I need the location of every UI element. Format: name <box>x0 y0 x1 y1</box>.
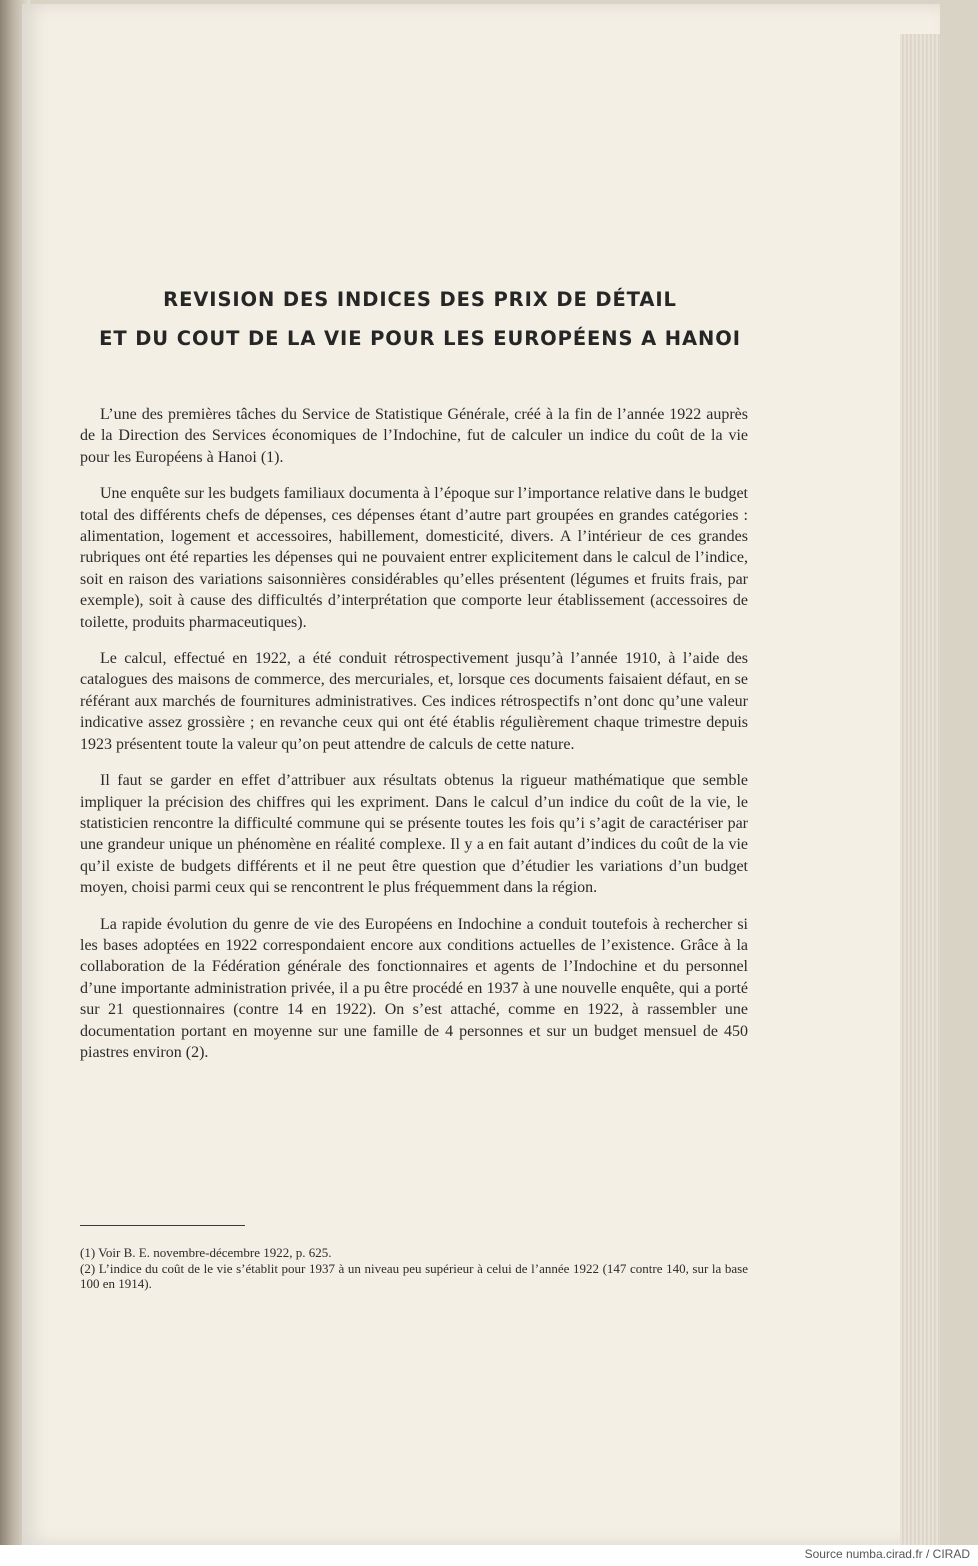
article-title-line-2: ET DU COUT DE LA VIE POUR LES EUROPÉENS A HANOI <box>99 327 741 350</box>
source-credit: Source numba.cirad.fr / CIRAD <box>804 1547 970 1561</box>
article-title-line-1: REVISION DES INDICES DES PRIX DE DÉTAIL <box>163 288 677 311</box>
footnotes <box>80 1245 748 1292</box>
paragraph: Le calcul, effectué en 1922, a été conduit rétrospectivement jusqu’à l’année 1910, à l’aide des catalogues des maisons de commerce, des mercuriales, et, lorsque ces documents faisaient défaut, en se référant aux marchés de fournitures administratives. Ces indices rétrospectifs n’ont donc qu’une valeur indicative assez grossière ; en revanche ceux qui ont été établis régulièrement chaque trimestre depuis 1923 présentent toute la valeur qu’on peut attendre de calculs de cette nature. <box>80 650 748 753</box>
footnote-separator <box>80 1225 245 1226</box>
page-edges <box>900 34 940 1545</box>
paragraph: Il faut se garder en effet d’attribuer aux résultats obtenus la rigueur mathématique que semble impliquer la précision des chiffres qui les expriment. Dans le calcul d’un indice du coût de la vie, le statisticien rencontre la difficulté commune qui se présente toutes les fois qu’i s’agit de caractériser par une grandeur unique un phénomène en réalité complexe. Il y a en fait autant d’indices du coût de la vie qu’il existe de budgets différents et il ne peut être question que d’étudier les variations d’un budget moyen, choisi parmi ceux qui se rencontrent le plus fréquemment dans la région. <box>80 772 748 897</box>
paragraph: L’une des premières tâches du Service de Statistique Générale, créé à la fin de l’année 1922 auprès de la Direction des Services économiques de l’Indochine, fut de calculer un indice du coût de la vie pour les Européens à Hanoi (1). <box>80 406 748 466</box>
article-body <box>80 404 748 1078</box>
paragraph: Une enquête sur les budgets familiaux documenta à l’époque sur l’importance relative dans le budget total des différents chefs de dépenses, ces dépenses étant d’autre part groupées en grandes catégories : alimentation, logement et accessoires, habillement, domesticité, divers. A l’intérieur de ces grandes rubriques ont été reparties les dépenses qui ne pouvaient entrer explicitement dans le calcul de l’indice, soit en raison des variations saisonnières considérables qu’elles présentent (légumes et fruits frais, par exemple), soit à cause des difficultés d’interprétation que comporte leur établissement (accessoires de toilette, produits pharmaceutiques). <box>80 485 748 631</box>
paragraph: La rapide évolution du genre de vie des Européens en Indochine a conduit toutefois à rechercher si les bases adoptées en 1922 correspondaient encore aux conditions actuelles de l’existence. Grâce à la collaboration de la Fédération générale des fonctionnaires et agents de l’Indochine et du personnel d’une importante administration privée, il a pu être procédé en 1937 à une nouvelle enquête, qui a porté sur 21 questionnaires (contre 14 en 1922). On s’est attaché, comme en 1922, à rassembler une documentation portant en moyenne sur une famille de 4 personnes et sur un budget mensuel de 450 piastres environ (2). <box>80 915 748 1061</box>
footnote: (1) Voir B. E. novembre-décembre 1922, p. 625. <box>80 1245 332 1260</box>
footnote: (2) L’indice du coût de le vie s’établit pour 1937 à un niveau peu supérieur à celui de l’année 1922 (147 contre 140, sur la base 100 en 1914). <box>80 1260 748 1291</box>
